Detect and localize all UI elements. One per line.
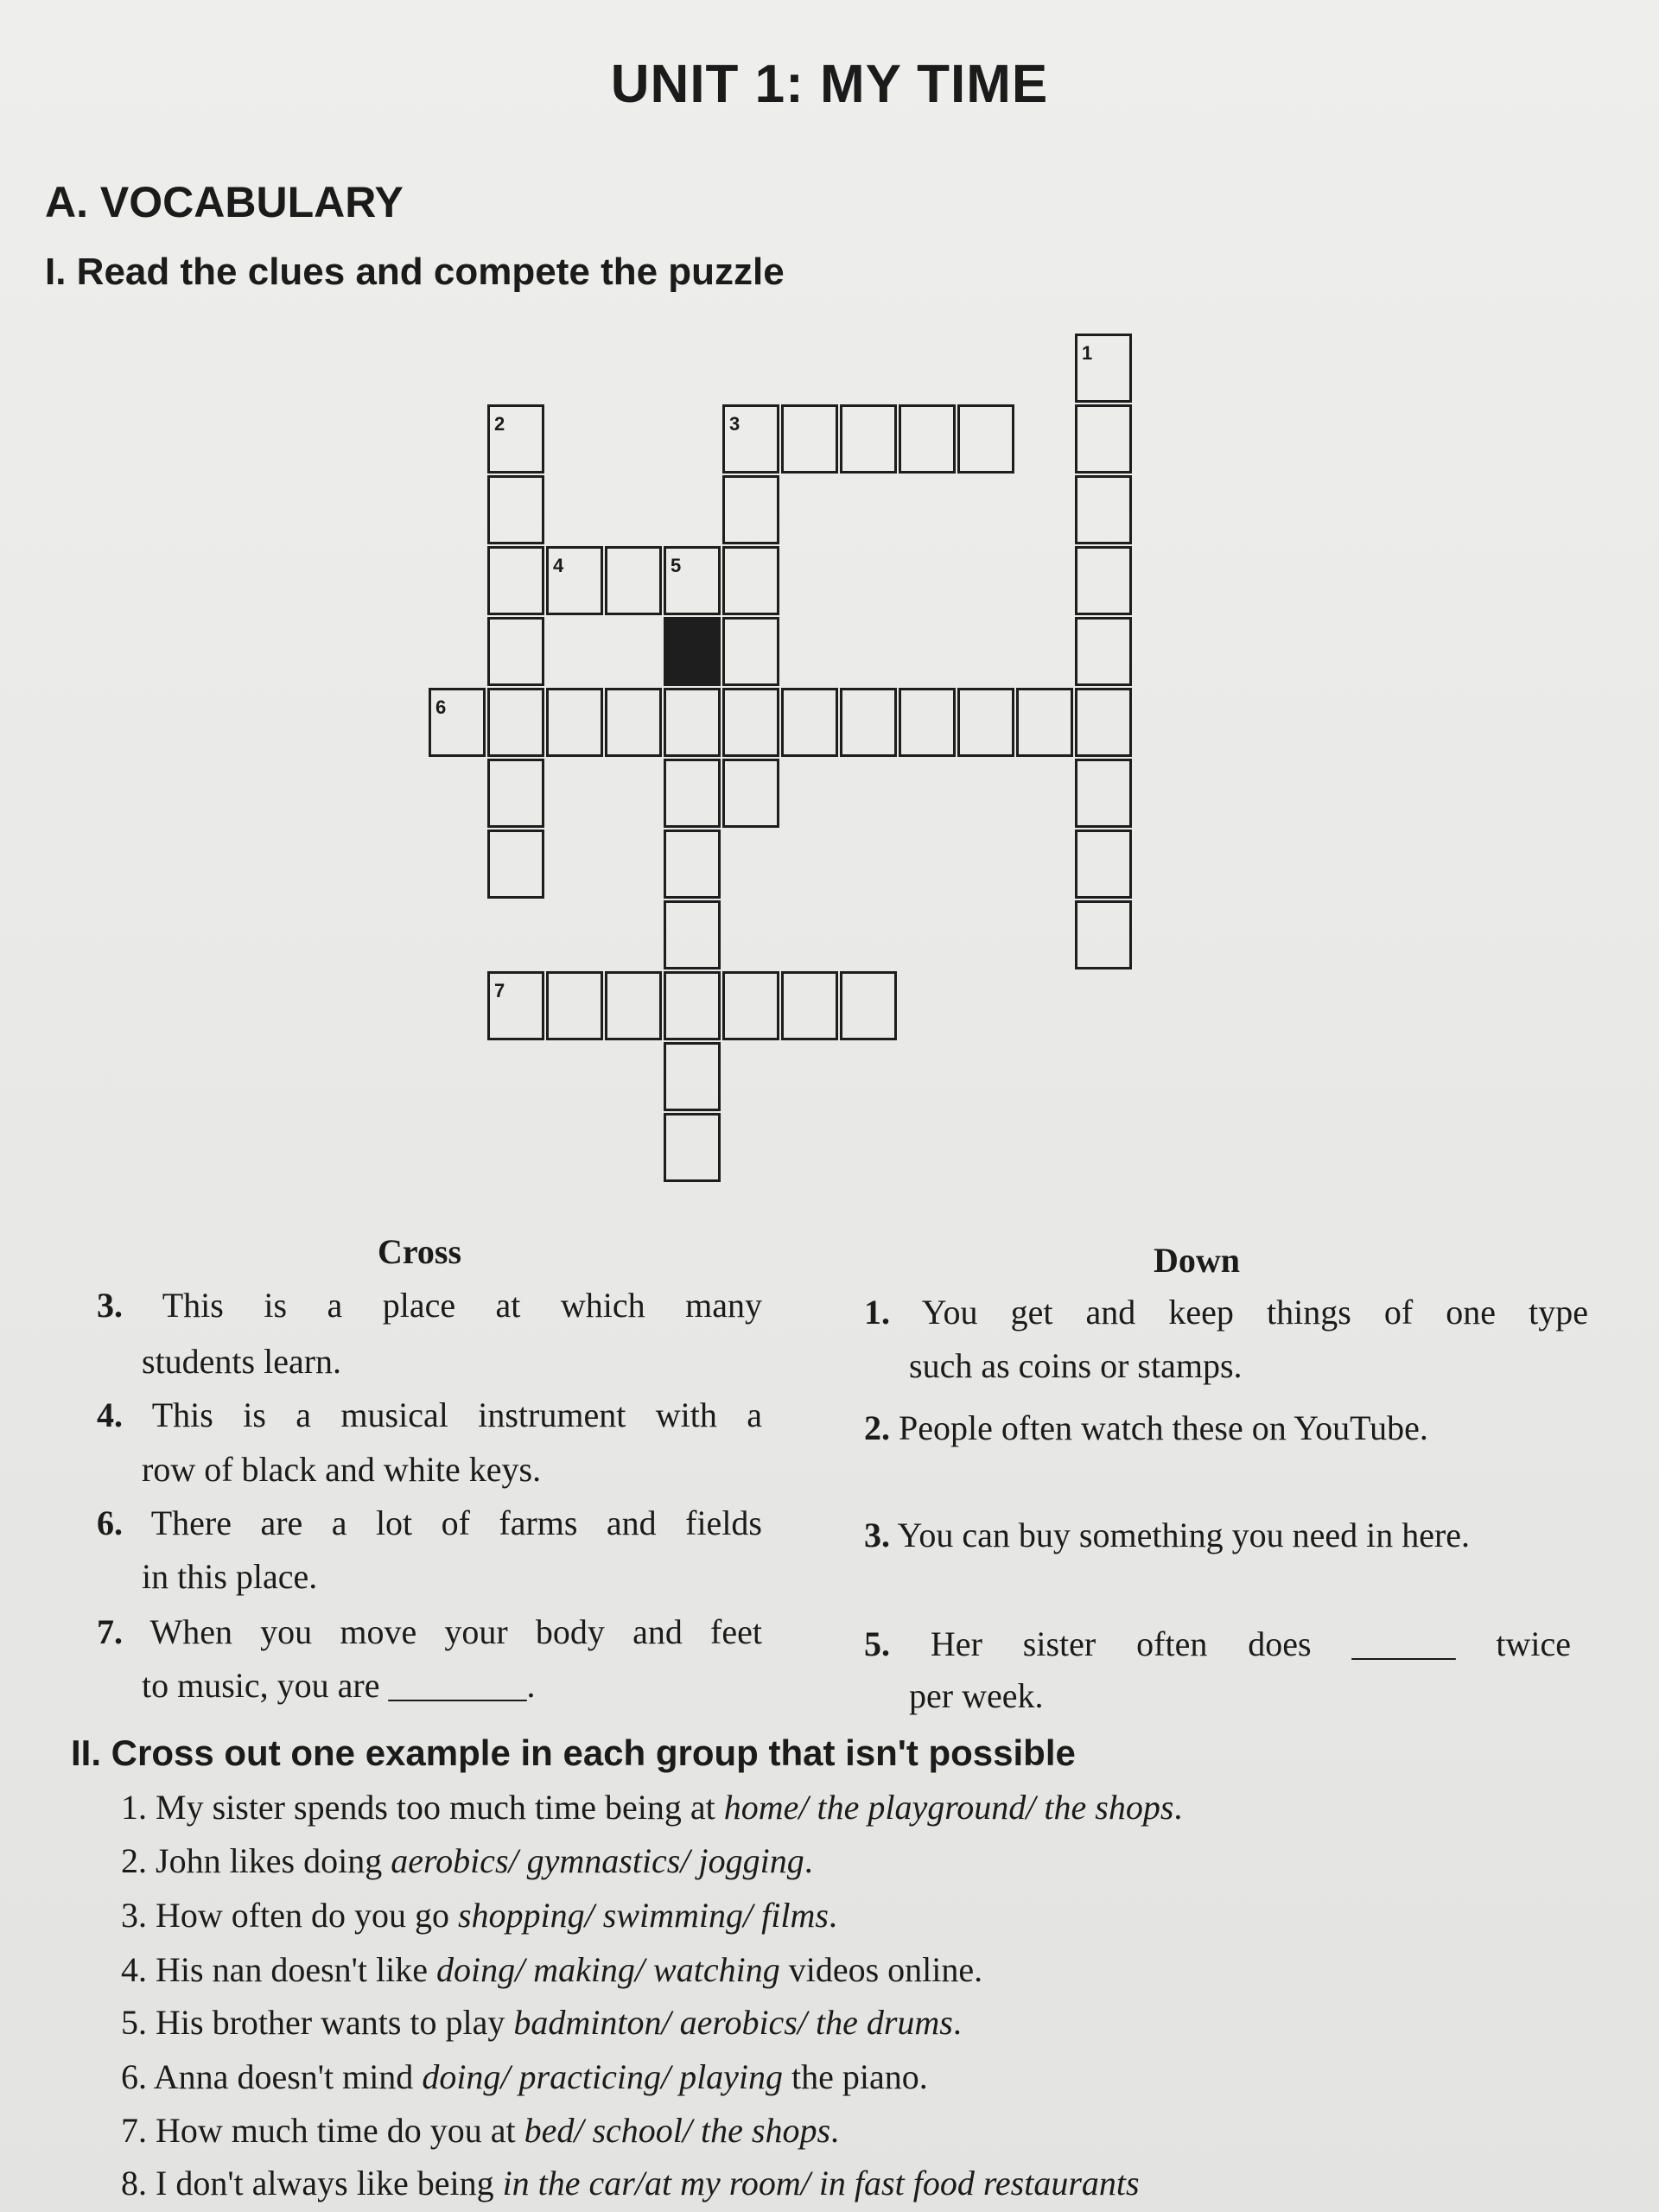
section-heading-vocabulary: A. VOCABULARY [45,178,404,226]
crossword-cell [1075,546,1132,615]
crossword-cell [722,546,779,615]
cross-clue-6: 6. There are a lot of farms and fields [97,1503,762,1542]
crossword-cell [781,688,838,757]
crossword-cell [1075,830,1132,899]
crossword-cell [487,830,544,899]
crossword-cell [664,900,721,969]
example-3: 3. How often do you go shopping/ swimming/ films. [121,1896,837,1935]
crossword-cell [1075,900,1132,969]
cross-clue-3: 3. This is a place at which many [97,1286,762,1325]
task-2-heading: II. Cross out one example in each group that isn't possible [71,1732,1076,1773]
crossword-cell [664,830,721,899]
crossword-cell [722,971,779,1040]
crossword-cell [1075,759,1132,828]
down-clue-2: 2. People often watch these on YouTube. [864,1408,1428,1447]
crossword-cell [664,971,721,1040]
cross-heading: Cross [378,1232,462,1271]
example-8: 8. I don't always like being in the car/at my room/ in fast food restaurants [121,2164,1140,2202]
crossword-cell [722,759,779,828]
crossword-cell [664,759,721,828]
example-5: 5. His brother wants to play badminton/ aerobics/ the drums. [121,2003,962,2042]
cross-clue-6-cont: in this place. [142,1557,318,1596]
crossword-cell [664,617,721,686]
example-1: 1. My sister spends too much time being at home/ the playground/ the shops. [121,1788,1183,1827]
crossword-cell [899,404,956,474]
crossword-number-5: 5 [671,555,682,576]
crossword-number-3: 3 [729,413,741,435]
crossword-cell [664,688,721,757]
crossword-cell [605,546,662,615]
example-4: 4. His nan doesn't like doing/ making/ watching videos online. [121,1950,983,1989]
crossword-number-1: 1 [1082,342,1093,364]
down-clue-5-cont: per week. [909,1676,1044,1715]
crossword-cell [722,475,779,544]
crossword-cell [781,971,838,1040]
crossword-cell [722,617,779,686]
down-clue-1-cont: such as coins or stamps. [909,1346,1243,1385]
crossword-cell [722,688,779,757]
crossword-number-7: 7 [494,980,505,1001]
crossword-cell [487,688,544,757]
crossword-cell [957,404,1014,474]
crossword-cell [605,971,662,1040]
example-7: 7. How much time do you at bed/ school/ the shops. [121,2111,840,2150]
crossword-cell [664,1113,721,1182]
example-6: 6. Anna doesn't mind doing/ practicing/ playing the piano. [121,2057,928,2096]
crossword-cell [487,475,544,544]
crossword-cell [1016,688,1073,757]
crossword-cell [487,617,544,686]
crossword-number-2: 2 [494,413,505,435]
crossword-number-4: 4 [553,555,564,576]
cross-clue-7-cont: to music, you are ________. [142,1666,536,1705]
down-heading: Down [1154,1241,1241,1280]
down-clue-5: 5. Her sister often does ______ twice [864,1624,1572,1663]
crossword-cell [664,1042,721,1111]
task-1-heading: I. Read the clues and compete the puzzle [45,251,785,293]
page-title: UNIT 1: MY TIME [610,54,1049,114]
crossword-cell [840,971,897,1040]
crossword-cell [605,688,662,757]
down-clue-3: 3. You can buy something you need in here. [864,1516,1471,1554]
cross-clue-7: 7. When you move your body and feet [97,1612,762,1651]
crossword-cell [487,546,544,615]
crossword-cell [781,404,838,474]
crossword-cell [1075,404,1132,474]
crossword-cell [487,759,544,828]
crossword-cell [899,688,956,757]
cross-clue-3-cont: students learn. [142,1342,342,1381]
crossword-cell [546,971,603,1040]
crossword-cell [546,688,603,757]
down-clue-1: 1. You get and keep things of one type [864,1293,1588,1332]
example-2: 2. John likes doing aerobics/ gymnastics/ jogging. [121,1841,813,1880]
crossword-number-6: 6 [435,696,447,718]
crossword-cell [1075,688,1132,757]
crossword-cell [840,404,897,474]
crossword-cell [957,688,1014,757]
cross-clue-4: 4. This is a musical instrument with a [97,1395,763,1434]
crossword-cell [1075,617,1132,686]
crossword-cell [840,688,897,757]
crossword-cell [1075,475,1132,544]
cross-clue-4-cont: row of black and white keys. [142,1450,542,1489]
